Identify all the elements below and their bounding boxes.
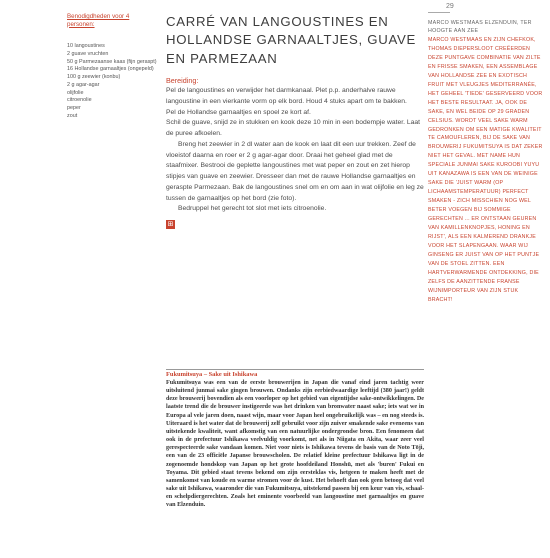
feature-heading: Fukumitsuya – Sake uit Ishikawa [166,371,258,378]
divider [428,12,450,13]
author-line: MARCO WESTMAAS ELZENDUIN, TER HOOGTE AAN ZEE [428,20,532,35]
preparation-paragraph: Breng het zeewier in 2 dl water aan de kook en laat dit een uur trekken. Zeef de vloeistof daarna en roer er 2 g agar-agar door. Draai het geheel glad met de staafmixer. Bestrooi de geplette langoustines met wat peper en zout en zet hierop stipjes van guave en zeewier. Dresseer dan met de rauwe Hollandse garnaaltjes en geraspte Parmezaan. Bak de langoustines snel om en om aan in wat olijfolie en leg ze tussen de garnaaltjes op het bord (zie foto). [166,140,424,202]
feature-text: Fukumitsuya was een van de eerste brouwerijen in Japan die vanaf eind jaren tachtig weer uitsluitend junmai sake gingen brouwen. Ondanks zijn eerbiedwaardige leeftijd (380 jaar!) geldt deze brouwerij bovendien als een voorloper op het gebied van eigentijdse sake-ontwikkelingen. De laatste trend die de brouwer instigeerde was het drinken van bronwater naast sake; iets wat we in Europa al vele jaren doen, naast wijn, maar voor Japan heel ongebruikelijk was – en nog steeds is. Uiteraard is het water dat de brouwerij zelf gebruikt voor zijn zuiver smakende sake eveneens van uitstekende kwaliteit, want afkomstig van een natuurlijke ondergrondse bron. Een fenomeen dat ook in de prefectuur Ishikawa veelvuldig voorkomt, net als in Niigata en Akita, waar zeer veel gerespecteerde sake vandaan komen. Niet voor niets is Ishikawa tevens de basis van de Noto Tōji, een van de 23 officiële Japanse brouwscholen. De relatief kleine prefectuur Ishikawa ligt in de zogenoemde hondskop van Japan op het grote hoofdeiland Honshū, met als 'buren' Fukui en Toyama. Dit gebied staat tevens bekend om zijn eersteklas vis, hetgeen te maken heeft met de samenkomst van koude en warme stromen voor de kust. Het behoeft dan ook geen betoog dat veel sake uit Ishikawa, waaronder die van Fukumitsuya, uitstekend passen bij een keur van vis, schaal- en schelpdiergerechten. Zoals het eminente voorbeeld van langoustine met garnaaltjes en guave van Elzenduin. [166,380,424,509]
ingredient-item: 100 g zeewier (konbu) [67,74,121,80]
recipe-icon: ⊞ [167,221,174,228]
ingredient-item: peper [67,105,81,111]
ingredient-item: olijfolie [67,89,84,96]
ingredient-list [67,43,163,121]
preparation-label: Bereiding: [166,76,199,85]
preparation-paragraph: Schil de guave, snijd ze in stukken en kook deze 10 min in een bodempje water. Laat de puree afkoelen. [166,119,421,137]
sidebar-text: MARCO WESTMAAS EN ZIJN CHEFKOK, THOMAS DIEPERSLOOT CREËERDEN DEZE PUNTGAVE COMBINATIE VAN ZILTE EN FRISSE SMAKEN, EEN ASSEMBLAGE VAN HOLLANDSE ZEE EN EXOTISCH FRUIT MET VLEUGJES MEDITERRANÉE, HET GEHEEL 'TIEDE' GESERVEERD VOOR HET BESTE RESULTAAT. JA, OOK DE SAKE, EN WEL BEIDE OP 29 GRADEN CELSIUS. WORDT VEEL SAKE WARM GEDRONKEN OM EEN MATIGE KWALITEIT TE CAMOUFLEREN, BIJ DE SAKE VAN BROUWERIJ FUKUMITSUYA IS DAT ZEKER NIET HET GEVAL. MET NAME HUN SPECIALE JUNMAI SAKE KUROOBI YUYU UIT KANAZAWA IS EEN VAN DE WEINIGE SAKE DIE 'JUIST WARM (OP LICHAAMSTEMPERATUUR) PERFECT SMAKEN - ZICH MISSCHIEN NOG WEL BETER VOEGEN BIJ SOMMIGE GERECHTEN ... ER ONTSTAAN GEUREN VAN KAMILLENKNOPJES, HONING EN RIJST', ALS EEN KALMEREND DRANKJE VOOR HET SLAPENGAAN. WAAR WIJ GINSENG ER JUIST VAN OP HET PUNTJE VAN DE STOEL ZITTEN. EEN HARTVERWARMENDE ONTDEKKING, DIE ZELFS DE AANZITTENDE FRANSE WIJNIMPORTEUR VAN ZIJN STUK BRACHT! [428,37,543,303]
recipe-title: CARRÉ VAN LANGOUSTINES EN HOLLANDSE GARNAALTJES, GUAVE EN PARMEZAAN [166,14,416,66]
ingredient-item: 50 g Parmezaanse kaas (fijn geraspt) [67,58,157,65]
page-number: 29 [446,3,454,10]
ingredient-item: 2 g agar-agar [67,81,100,88]
ingredient-item: 10 langoustines [67,43,105,49]
preparation-paragraph: Pel de langoustines en verwijder het darmkanaal. Plet p.p. anderhalve rauwe langoustine in een vierkante vorm op elk bord. Houd 4 stuks apart om te bakken. [166,87,407,105]
ingredient-item: citroenolie [67,97,92,104]
preparation-paragraph: Bedruppel het gerecht tot slot met iets citroenolie. [178,205,327,213]
preparation-text [166,86,424,215]
ingredient-item: 16 Hollandse garnaaltjes (ongepeld) [67,66,154,73]
ingredients-heading: Benodigdheden voor 4 personen: [67,13,130,28]
ingredient-item: 2 guave vruchten [67,50,109,57]
preparation-paragraph: Pel de Hollandse garnaaltjes en spoel ze kort af. [166,108,311,116]
divider [166,369,424,370]
ingredient-item: zout [67,112,78,119]
